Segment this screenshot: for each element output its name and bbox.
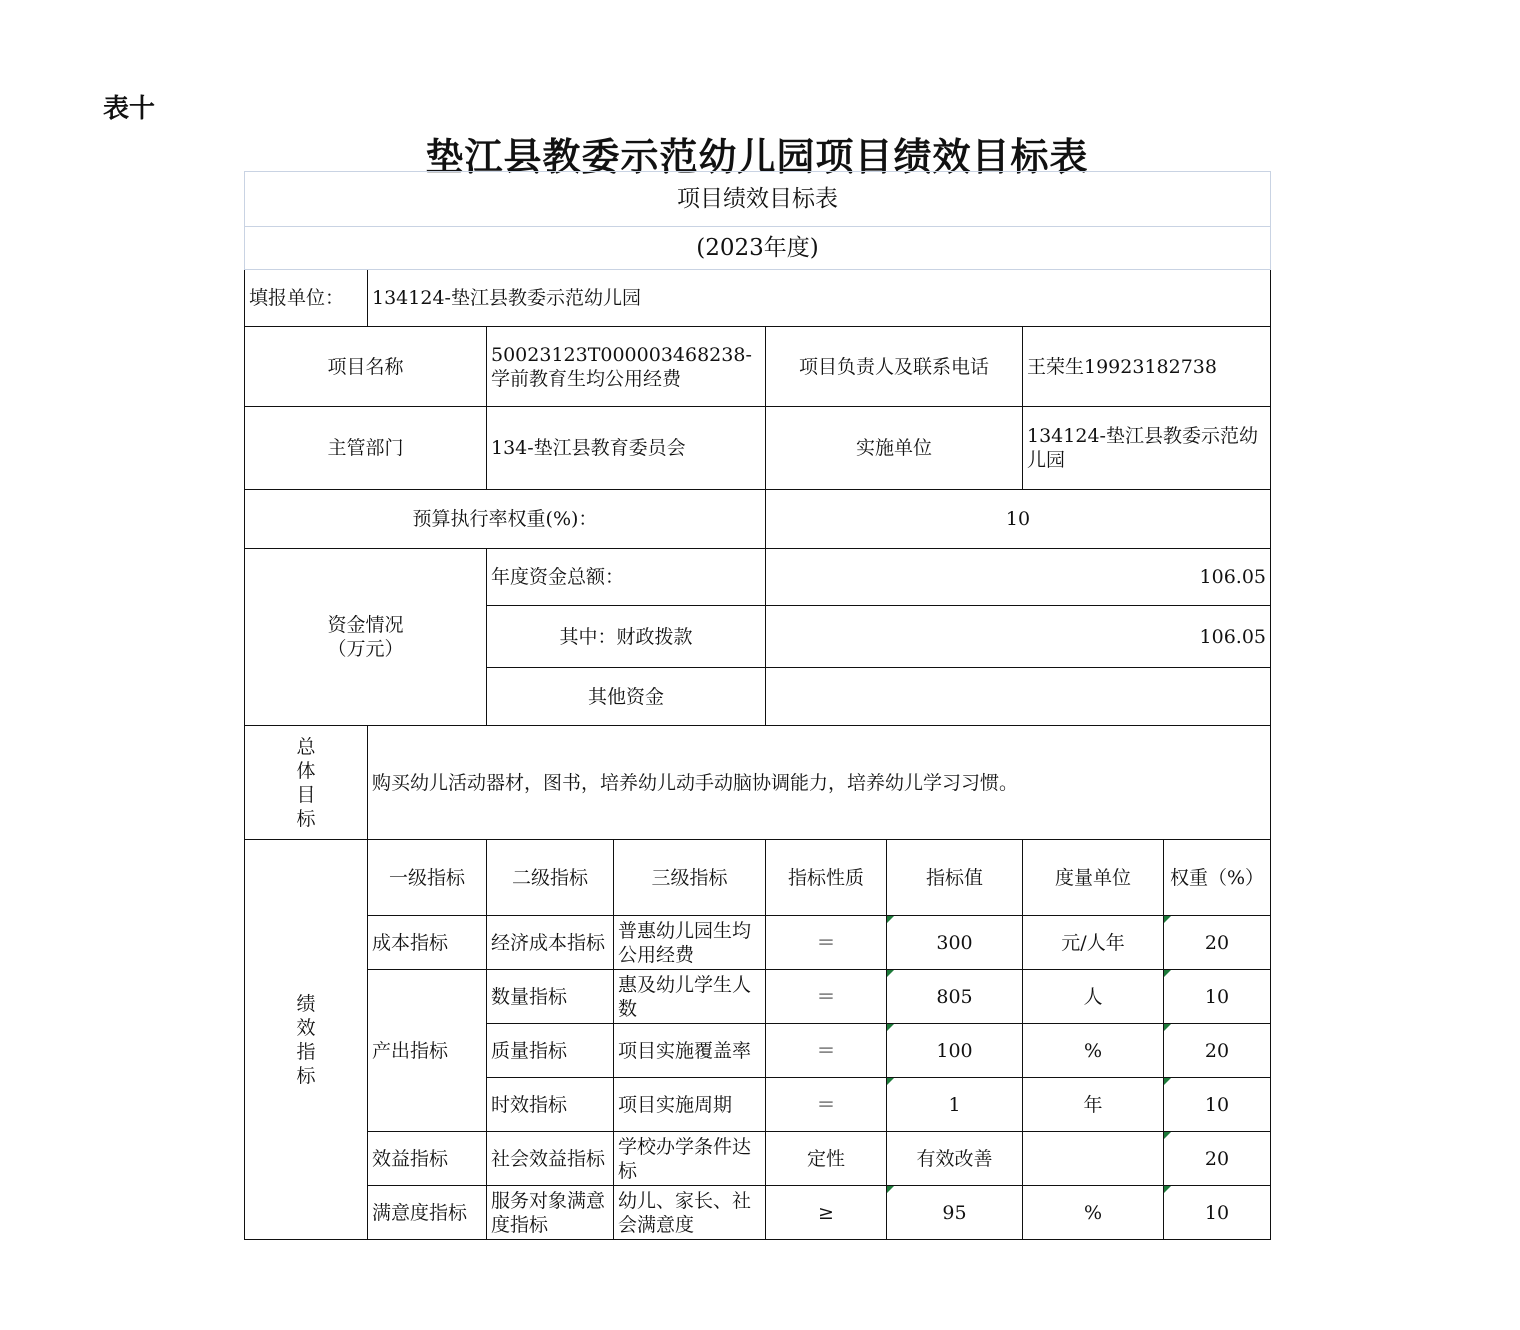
implementing-unit-value: 134124-垫江县教委示范幼儿园 xyxy=(1023,407,1271,490)
performance-target-table xyxy=(244,171,1271,1240)
weight-cell: 20 xyxy=(1164,916,1271,970)
header-nature: 指标性质 xyxy=(766,840,887,916)
budget-rate-value: 10 xyxy=(766,490,1271,549)
weight-cell: 10 xyxy=(1164,970,1271,1024)
header-level1: 一级指标 xyxy=(368,840,487,916)
header-weight: 权重（%） xyxy=(1164,840,1271,916)
level3-cell: 惠及幼儿学生人数 xyxy=(614,970,766,1024)
value-cell: 805 xyxy=(887,970,1023,1024)
level1-cell: 满意度指标 xyxy=(368,1186,487,1240)
fiscal-year: (2023年度) xyxy=(245,227,1271,270)
indicators-label: 绩 效 指 标 xyxy=(245,840,368,1240)
level2-cell: 质量指标 xyxy=(487,1024,614,1078)
unit-cell xyxy=(1023,1132,1164,1186)
unit-cell: 年 xyxy=(1023,1078,1164,1132)
header-unit: 度量单位 xyxy=(1023,840,1164,916)
level3-cell: 项目实施周期 xyxy=(614,1078,766,1132)
header-level2: 二级指标 xyxy=(487,840,614,916)
unit-cell: % xyxy=(1023,1186,1164,1240)
nature-cell: 定性 xyxy=(766,1132,887,1186)
value-cell: 有效改善 xyxy=(887,1132,1023,1186)
funds-total-label: 年度资金总额： xyxy=(487,549,766,606)
table-subtitle: 项目绩效目标表 xyxy=(245,172,1271,227)
level2-cell: 经济成本指标 xyxy=(487,916,614,970)
level3-cell: 学校办学条件达标 xyxy=(614,1132,766,1186)
supervising-dept-value: 134-垫江县教育委员会 xyxy=(487,407,766,490)
nature-cell: ＝ xyxy=(766,916,887,970)
overall-goal-label: 总 体 目 标 xyxy=(245,726,368,840)
value-cell: 95 xyxy=(887,1186,1023,1240)
nature-cell: ＝ xyxy=(766,1024,887,1078)
project-name-label: 项目名称 xyxy=(245,327,487,407)
supervising-dept-label: 主管部门 xyxy=(245,407,487,490)
level3-cell: 普惠幼儿园生均公用经费 xyxy=(614,916,766,970)
table-number: 表十 xyxy=(103,94,156,124)
table-row xyxy=(245,916,1271,970)
header-value: 指标值 xyxy=(887,840,1023,916)
level1-cell: 效益指标 xyxy=(368,1132,487,1186)
unit-cell: % xyxy=(1023,1024,1164,1078)
unit-cell: 元/人年 xyxy=(1023,916,1164,970)
header-level3: 三级指标 xyxy=(614,840,766,916)
table-row xyxy=(245,1186,1271,1240)
value-cell: 1 xyxy=(887,1078,1023,1132)
implementing-unit-label: 实施单位 xyxy=(766,407,1023,490)
level1-cell: 成本指标 xyxy=(368,916,487,970)
funds-fiscal-label: 其中：财政拨款 xyxy=(487,606,766,668)
weight-cell: 10 xyxy=(1164,1078,1271,1132)
budget-rate-label: 预算执行率权重(%)： xyxy=(245,490,766,549)
funds-fiscal-value: 106.05 xyxy=(766,606,1271,668)
page-title: 垫江县教委示范幼儿园项目绩效目标表 xyxy=(425,134,1089,179)
level3-cell: 项目实施覆盖率 xyxy=(614,1024,766,1078)
funds-label: 资金情况 （万元） xyxy=(245,549,487,726)
value-cell: 100 xyxy=(887,1024,1023,1078)
project-owner-value: 王荣生19923182738 xyxy=(1023,327,1271,407)
project-name-value: 50023123T000003468238-学前教育生均公用经费 xyxy=(487,327,766,407)
weight-cell: 20 xyxy=(1164,1024,1271,1078)
level3-cell: 幼儿、家长、社会满意度 xyxy=(614,1186,766,1240)
funds-other-label: 其他资金 xyxy=(487,668,766,726)
weight-cell: 20 xyxy=(1164,1132,1271,1186)
funds-total-value: 106.05 xyxy=(766,549,1271,606)
project-owner-label: 项目负责人及联系电话 xyxy=(766,327,1023,407)
reporting-unit-value: 134124-垫江县教委示范幼儿园 xyxy=(368,270,1271,327)
level2-cell: 服务对象满意度指标 xyxy=(487,1186,614,1240)
value-cell: 300 xyxy=(887,916,1023,970)
overall-goal-text: 购买幼儿活动器材，图书，培养幼儿动手动脑协调能力，培养幼儿学习习惯。 xyxy=(368,726,1271,840)
nature-cell: ＝ xyxy=(766,1078,887,1132)
unit-cell: 人 xyxy=(1023,970,1164,1024)
level2-cell: 时效指标 xyxy=(487,1078,614,1132)
level2-cell: 社会效益指标 xyxy=(487,1132,614,1186)
funds-other-value xyxy=(766,668,1271,726)
table-row xyxy=(245,1132,1271,1186)
level1-cell: 产出指标 xyxy=(368,970,487,1132)
table-row xyxy=(245,970,1271,1024)
reporting-unit-label: 填报单位： xyxy=(245,270,368,327)
level2-cell: 数量指标 xyxy=(487,970,614,1024)
nature-cell: ≥ xyxy=(766,1186,887,1240)
nature-cell: ＝ xyxy=(766,970,887,1024)
weight-cell: 10 xyxy=(1164,1186,1271,1240)
